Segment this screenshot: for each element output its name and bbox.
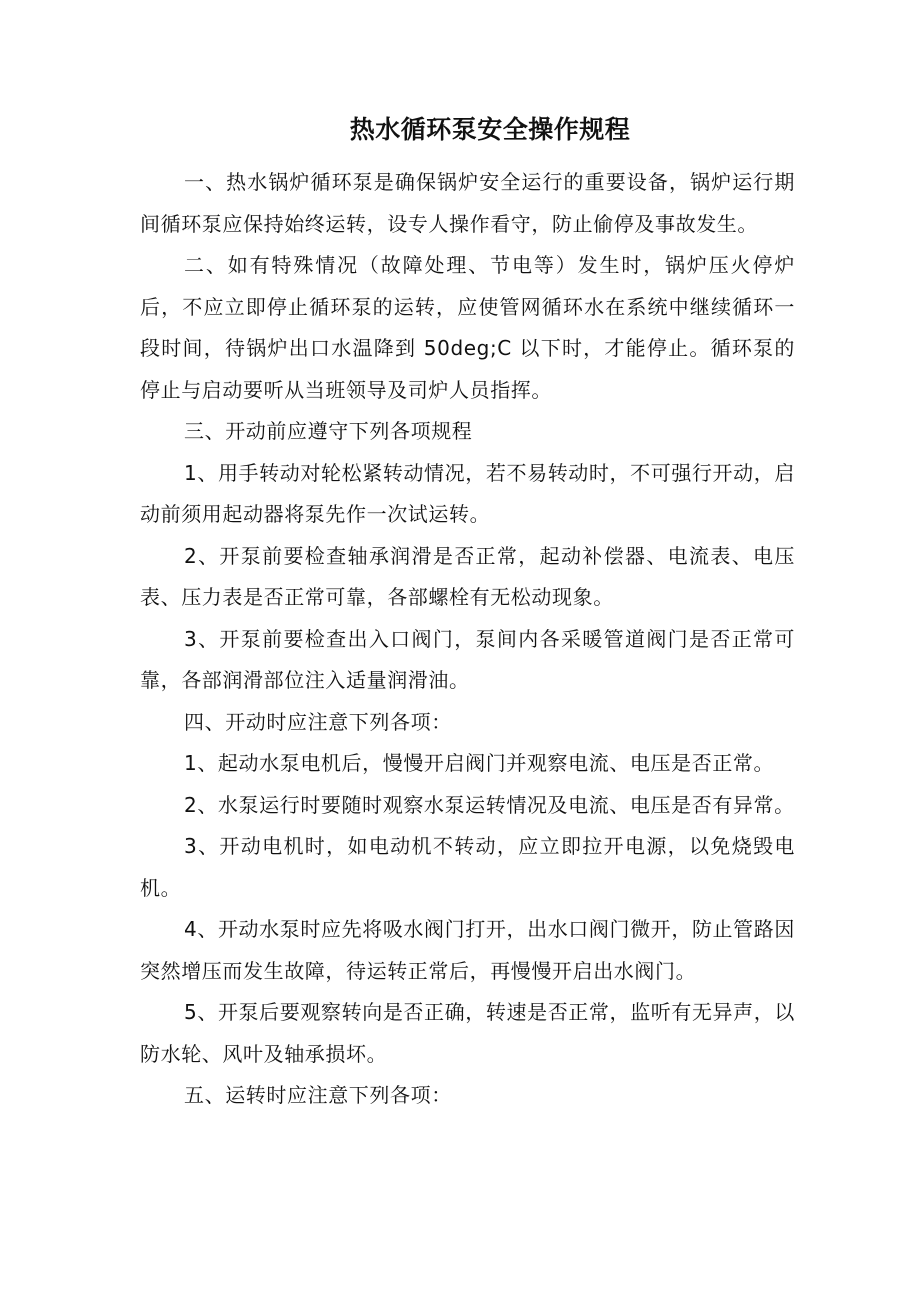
paragraph-section-4-item-5: 5、开泵后要观察转向是否正确，转速是否正常，监听有无异声，以防水轮、风叶及轴承损坏。 (140, 1000, 795, 1066)
paragraph-section-5-heading: 五、运转时应注意下列各项： (184, 1083, 452, 1107)
document-title: 热水循环泵安全操作规程 (349, 115, 631, 144)
paragraph-section-4-item-2: 2、水泵运行时要随时观察水泵运转情况及电流、电压是否有异常。 (184, 792, 795, 817)
paragraph-section-3-heading: 三、开动前应遵守下列各项规程 (184, 419, 473, 443)
paragraph-section-1: 一、热水锅炉循环泵是确保锅炉安全运行的重要设备，锅炉运行期间循环泵应保持始终运转，设专人操作看守，防止偷停及事故发生。 (140, 170, 795, 236)
paragraph-section-4-item-3: 3、开动电机时，如电动机不转动，应立即拉开电源，以免烧毁电机。 (140, 834, 795, 900)
paragraph-section-4-item-1: 1、起动水泵电机后，慢慢开启阀门并观察电流、电压是否正常。 (184, 751, 775, 775)
paragraph-section-3-item-1: 1、用手转动对轮松紧转动情况，若不易转动时，不可强行开动，启动前须用起动器将泵先作一次试运转。 (140, 460, 795, 526)
paragraph-section-3-item-3: 3、开泵前要检查出入口阀门，泵间内各采暖管道阀门是否正常可靠，各部润滑部位注入适量润滑油。 (140, 626, 795, 692)
paragraph-section-4-item-4: 4、开动水泵时应先将吸水阀门打开，出水口阀门微开，防止管路因突然增压而发生故障，待运转正常后，再慢慢开启出水阀门。 (140, 917, 795, 983)
paragraph-section-2: 二、如有特殊情况（故障处理、节电等）发生时，锅炉压火停炉后，不应立即停止循环泵的运转，应使管网循环水在系统中继续循环一段时间，待锅炉出口水温降到 50deg;C 以下时，才能停止。循环泵的停止与启动要听从当班领导及司炉人员指挥。 (140, 253, 795, 402)
paragraph-section-3-item-2: 2、开泵前要检查轴承润滑是否正常，起动补偿器、电流表、电压表、压力表是否正常可靠，各部螺栓有无松动现象。 (140, 543, 795, 609)
document-body (140, 162, 795, 1117)
paragraph-section-4-heading: 四、开动时应注意下列各项： (184, 709, 452, 734)
